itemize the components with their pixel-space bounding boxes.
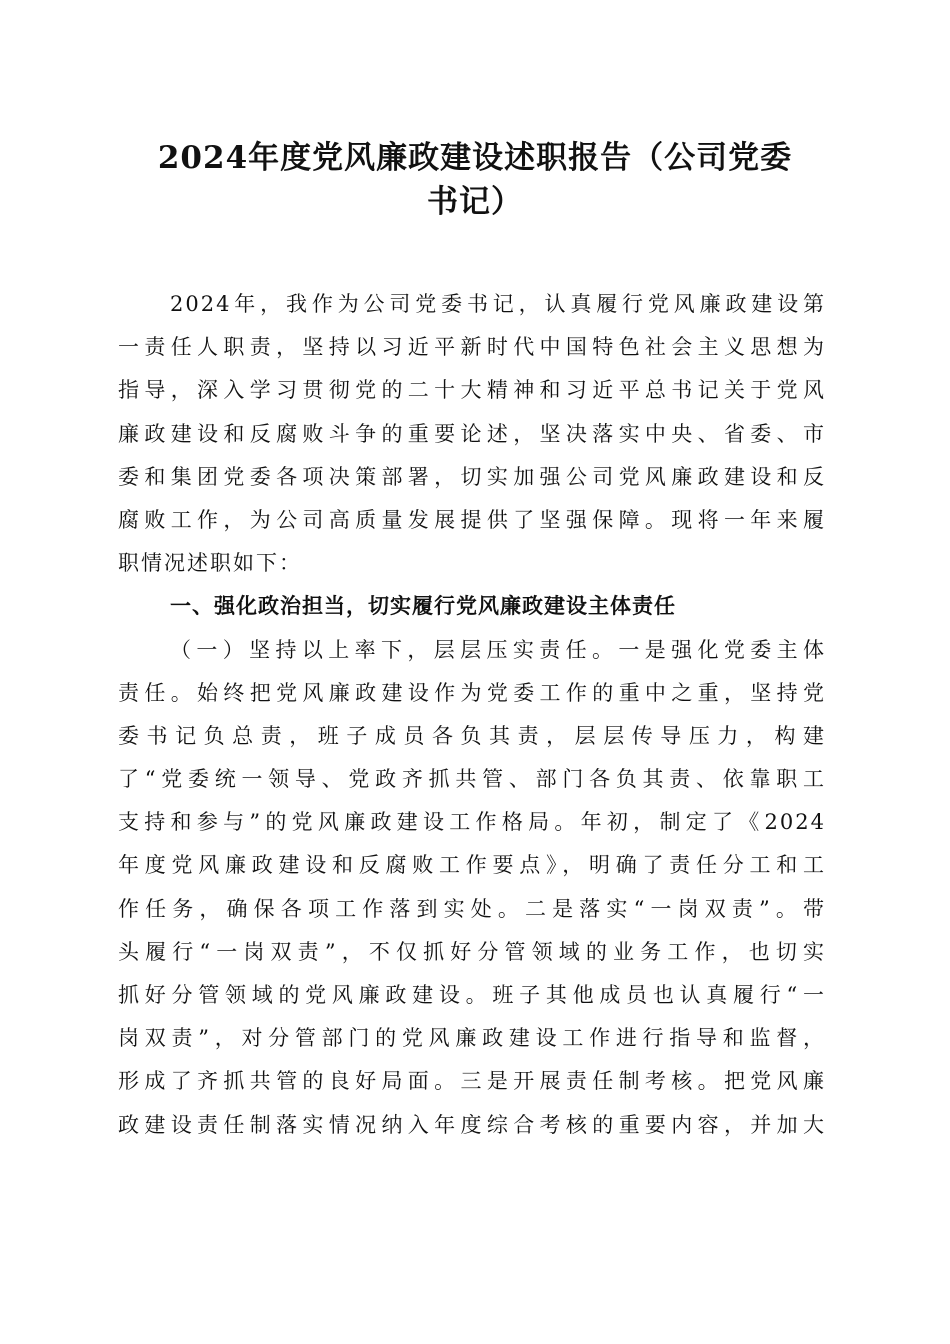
- text-line: 腐败工作，为公司高质量发展提供了坚强保障。现将一年来履: [118, 507, 826, 532]
- section-heading: 一、强化政治担当，切实履行党风廉政建设主体责任: [170, 594, 676, 619]
- text-line: 一责任人职责，坚持以习近平新时代中国特色社会主义思想为: [118, 335, 826, 360]
- text-line: 岗双责”，对分管部门的党风廉政建设工作进行指导和监督，: [118, 1026, 826, 1051]
- text-line: （一）坚持以上率下，层层压实责任。一是强化党委主体: [170, 637, 826, 662]
- title-line-2: 书记）: [427, 184, 523, 220]
- text-line: 指导，深入学习贯彻党的二十大精神和习近平总书记关于党风: [118, 378, 826, 403]
- text-line: 委书记负总责，班子成员各负其责，层层传导压力，构建: [118, 723, 826, 748]
- text-line: 头履行“一岗双责”，不仅抓好分管领域的业务工作，也切实: [118, 939, 826, 964]
- text-line: 形成了齐抓共管的良好局面。三是开展责任制考核。把党风廉: [118, 1069, 826, 1094]
- paragraph-intro: [118, 283, 826, 585]
- text-line: 委和集团党委各项决策部署，切实加强公司党风廉政建设和反: [118, 464, 826, 489]
- text-line: 了“党委统一领导、党政齐抓共管、部门各负其责、依靠职工: [118, 767, 826, 792]
- text-line: 责任。始终把党风廉政建设作为党委工作的重中之重，坚持党: [118, 680, 826, 705]
- text-line: 抓好分管领域的党风廉政建设。班子其他成员也认真履行“一: [118, 983, 826, 1007]
- text-line: 2024年，我作为公司党委书记，认真履行党风廉政建设第: [170, 292, 826, 316]
- text-line: 年度党风廉政建设和反腐败工作要点》，明确了责任分工和工: [118, 853, 826, 878]
- text-line: 职情况述职如下：: [118, 551, 302, 576]
- document-title: [130, 136, 820, 224]
- paragraph-section-1: [118, 629, 826, 1147]
- text-line: 作任务，确保各项工作落到实处。二是落实“一岗双责”。带: [118, 896, 826, 921]
- document-body: [118, 283, 826, 1147]
- title-line-1: 2024年度党风廉政建设述职报告（公司党委: [157, 140, 793, 176]
- text-line: 支持和参与”的党风廉政建设工作格局。年初，制定了《2024: [118, 810, 826, 835]
- text-line: 廉政建设和反腐败斗争的重要论述，坚决落实中央、省委、市: [118, 421, 826, 446]
- text-line: 政建设责任制落实情况纳入年度综合考核的重要内容，并加大: [118, 1112, 826, 1137]
